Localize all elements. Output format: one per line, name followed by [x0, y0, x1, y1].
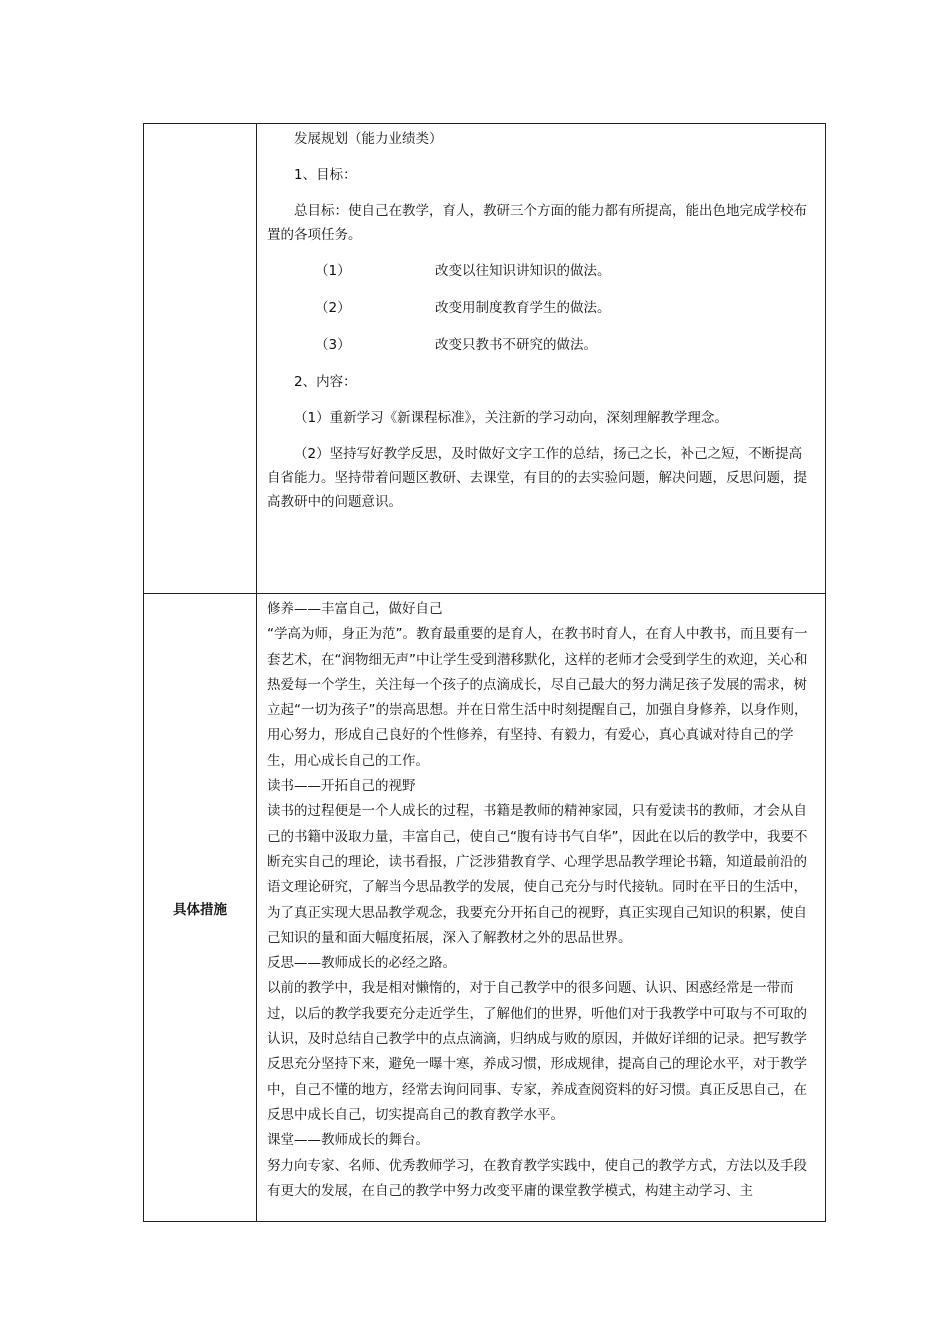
- table-row-measures: [144, 594, 825, 1221]
- measures-paragraph-reading: 读书的过程便是一个人成长的过程，书籍是教师的精神家园，只有爱读书的教师，才会从自己的书籍中汲取力量，丰富自己，使自己“腹有诗书气自华”，因此在以后的教学中，我要不断充实自己的理论，读书看报，广泛涉猎教育学、心理学思品教学理论书籍，知道最前沿的语文理论研究，了解当今思品教学的发展，使自己充分与时代接轨。同时在平日的生活中，为了真正实现大思品教学观念，我要充分开拓自己的视野，真正实现自己知识的积累，使自己知识的量和面大幅度拓展，深入了解教材之外的思品世界。: [267, 803, 808, 946]
- goal-item-text: 改变用制度教育学生的做法。: [435, 300, 611, 316]
- content-heading: 2、内容：: [294, 374, 357, 390]
- table-row-plan: [144, 124, 825, 594]
- goal-item-text: 改变只教书不研究的做法。: [435, 337, 597, 353]
- goal-item-text: 改变以往知识讲知识的做法。: [435, 263, 611, 279]
- plan-content-cell: [257, 124, 825, 593]
- plan-table: [143, 123, 826, 1222]
- goal-item-number: （3）: [315, 337, 351, 353]
- row-label-measures: 具体措施: [144, 594, 257, 1221]
- goal-item: [267, 333, 815, 357]
- content-item-1: （1）重新学习《新课程标准》，关注新的学习动向，深刻理解教学理念。: [294, 410, 728, 426]
- goal-heading: 1、目标：: [294, 167, 357, 183]
- measures-paragraph-cultivation: “学高为师，身正为范”。教育最重要的是育人，在教书时育人，在育人中教书，而且要有一套艺术，在“润物细无声”中让学生受到潜移默化，这样的老师才会受到学生的欢迎，关心和热爱每一个学生，关注每一个孩子的点滴成长，尽自己最大的努力满足孩子发展的需求，树立起“一切为孩子”的崇高思想。并在日常生活中时刻提醒自己，加强自身修养，以身作则，用心努力，形成自己良好的个性修养，有坚持、有毅力，有爱心，真心真诚对待自己的学生，用心成长自己的工作。: [267, 626, 808, 769]
- content-item-2: （2）坚持写好教学反思，及时做好文字工作的总结，扬己之长，补己之短，不断提高自省能力。坚持带着问题区教研、去课堂，有目的的去实验问题，解决问题，反思问题，提高教研中的问题意识。: [267, 446, 807, 510]
- goal-item-number: （2）: [315, 300, 351, 316]
- row-label-empty: [144, 124, 257, 593]
- goal-item: [267, 259, 815, 283]
- measures-paragraph-reflection: 以前的教学中，我是相对懒惰的，对于自己教学中的很多问题、认识、困惑经常是一带而过，以后的教学我要充分走近学生，了解他们的世界，听他们对于我教学中可取与不可取的认识，及时总结自己教学中的点点滴滴，归纳成与败的原因，并做好详细的记录。把写教学反思充分坚持下来，避免一曝十寒，养成习惯，形成规律，提高自己的理论水平，对于教学中，自己不懂的地方，经常去询问同事、专家，养成查阅资料的好习惯。真正反思自己，在反思中成长自己，切实提高自己的教育教学水平。: [267, 980, 807, 1123]
- measures-heading-reading: 读书——开拓自己的视野: [267, 778, 416, 795]
- goal-item-number: （1）: [315, 263, 351, 279]
- goal-main: 总目标：使自己在教学，育人，教研三个方面的能力都有所提高，能出色地完成学校布置的各项任务。: [267, 203, 807, 243]
- plan-title: 发展规划（能力业绩类）: [294, 131, 443, 147]
- goal-item: [267, 296, 815, 320]
- measures-heading-classroom: 课堂——教师成长的舞台。: [267, 1132, 429, 1149]
- measures-content-cell: [257, 594, 825, 1221]
- measures-paragraph-classroom: 努力向专家、名师、优秀教师学习，在教育教学实践中，使自己的教学方式，方法以及手段有更大的发展，在自己的教学中努力改变平庸的课堂教学模式，构建主动学习、主: [267, 1157, 807, 1199]
- measures-heading-reflection: 反思——教师成长的必经之路。: [267, 955, 456, 972]
- measures-heading-cultivation: 修养——丰富自己，做好自己: [267, 601, 443, 617]
